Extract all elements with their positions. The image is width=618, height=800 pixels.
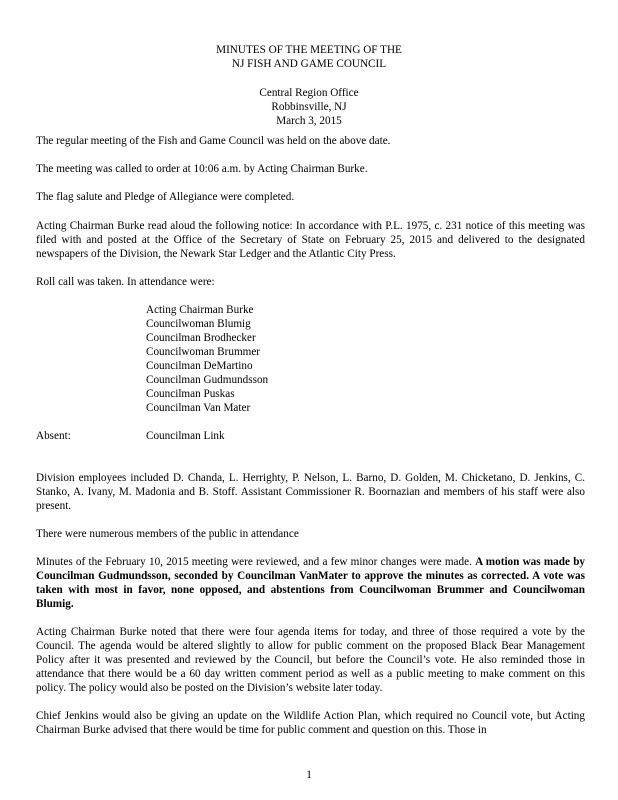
attendee: Councilman Puskas [146,388,235,400]
office-location: Robbinsville, NJ [271,101,347,113]
page-number: 1 [306,769,312,781]
minutes-review-text: Minutes of the February 10, 2015 meeting were reviewed, and a few minor changes were made. [36,556,476,568]
paragraph-minutes-approval [36,555,585,611]
paragraph-agenda: Acting Chairman Burke noted that there were four agenda items for today, and three of those required a vote by the Council. The agenda would be altered slightly to allow for public comment on the proposed Black Bear Management Policy after it was presented and reviewed by the Council, but before the Council’s vote. He also reminded those in attendance that there would be a 60 day written comment period as well as a public meeting to make comment on this policy. The policy would also be posted on the Division’s website later today. [36,626,585,694]
attendance-list [146,303,268,415]
meeting-location-block [0,86,618,128]
absent-member: Councilman Link [146,430,225,442]
paragraph-notice: Acting Chairman Burke read aloud the following notice: In accordance with P.L. 1975, c. 231 notice of this meeting was filed with and posted at the Office of the Secretary of State on February 25, 2015 and delivered to the designated newspapers of the Division, the Newark Star Ledger and the Atlantic City Press. [36,220,585,260]
paragraph-meeting-held: The regular meeting of the Fish and Game Council was held on the above date. [36,135,391,147]
attendee: Councilwoman Blumig [146,318,251,330]
attendee: Councilwoman Brummer [146,346,261,358]
paragraph-flag-salute: The flag salute and Pledge of Allegiance were completed. [36,191,295,203]
title-line-2: NJ FISH AND GAME COUNCIL [231,58,387,70]
document-title [0,43,618,71]
paragraph-wildlife-action-plan: Chief Jenkins would also be giving an update on the Wildlife Action Plan, which required no Council vote, but Acting Chairman Burke advised that there would be time for public comment and question on this. Those in [36,710,585,736]
attendee: Councilman Gudmundsson [146,374,269,386]
absent-label: Absent: [36,430,71,442]
paragraph-division-employees: Division employees included D. Chanda, L. Herrighty, P. Nelson, L. Barno, D. Golden, M. Chicketano, D. Jenkins, C. Stanko, A. Ivany, M. Madonia and B. Stoff. Assistant Commissioner R. Boornazian and members of his staff were also present. [36,472,585,512]
office-name: Central Region Office [259,87,359,99]
title-line-1: MINUTES OF THE MEETING OF THE [216,44,402,56]
paragraph-roll-call: Roll call was taken. In attendance were: [36,276,215,288]
attendee: Councilman Van Mater [146,402,251,414]
meeting-date: March 3, 2015 [276,115,342,127]
attendee: Councilman DeMartino [146,360,253,372]
paragraph-public-attendance: There were numerous members of the public in attendance [36,528,299,540]
motion-text: A motion was made by Councilman Gudmundsson, seconded by Councilman VanMater to approve the minutes as corrected. A vote was taken with most in favor, none opposed, and abstentions from Councilwoman Brummer and Councilwoman Blumig. [36,556,586,610]
attendee: Acting Chairman Burke [146,304,254,316]
paragraph-called-to-order: The meeting was called to order at 10:06 a.m. by Acting Chairman Burke. [36,163,368,175]
attendee: Councilman Brodhecker [146,332,256,344]
